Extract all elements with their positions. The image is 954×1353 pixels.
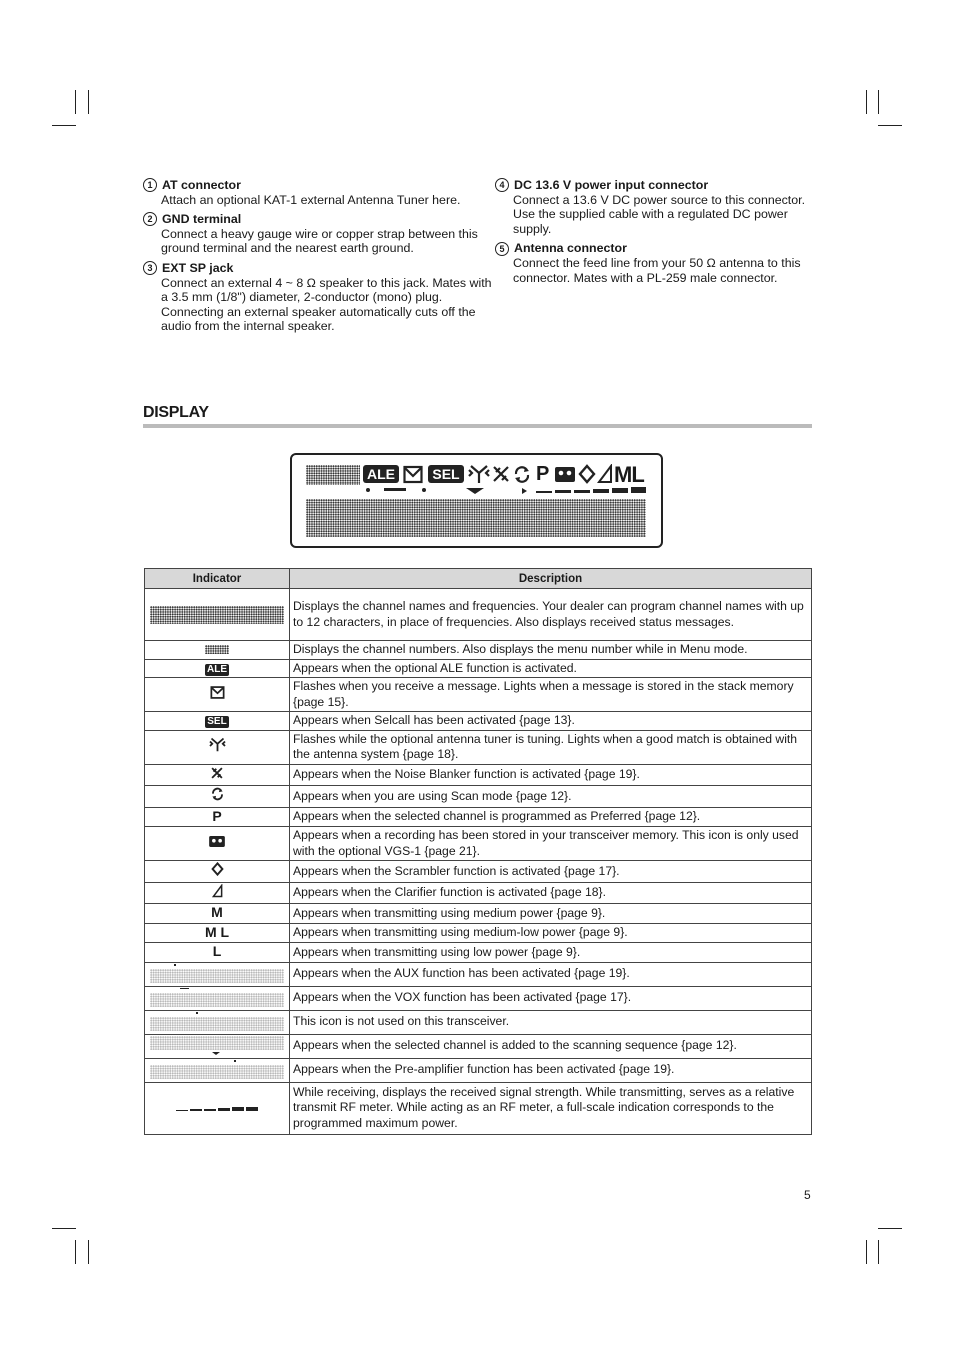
sel-icon: SEL bbox=[207, 716, 227, 727]
table-row bbox=[145, 659, 812, 678]
vox-bar bbox=[384, 488, 406, 491]
display-section-header bbox=[143, 404, 812, 428]
table-row bbox=[145, 962, 812, 986]
circled-number: 1 bbox=[143, 178, 157, 192]
table-row bbox=[145, 678, 812, 712]
row-description: Flashes while the optional antenna tuner is tuning. Lights when a good match is obtained with the antenna system {page 18}. bbox=[290, 730, 812, 764]
table-header-row bbox=[145, 569, 812, 589]
aux-dot-icon bbox=[174, 964, 176, 966]
s-meter-bars bbox=[536, 487, 646, 493]
preferred-indicator: P bbox=[536, 463, 550, 485]
table-row bbox=[145, 861, 812, 883]
page-number: 5 bbox=[804, 1188, 811, 1202]
item-body: Connect the feed line from your 50 Ω antenna to this connector. Mates with a PL-259 male connector. bbox=[513, 255, 801, 285]
vox-bar-icon bbox=[180, 988, 189, 989]
row-description: Appears when the AUX function has been activated {page 19}. bbox=[290, 962, 812, 986]
channel-name-dots bbox=[306, 499, 646, 537]
item-body: Connect a 13.6 V DC power source to this connector. Use the supplied cable with a regulated DC power supply. bbox=[513, 192, 806, 236]
circled-number: 5 bbox=[495, 242, 509, 256]
row-description: Appears when a recording has been stored in your transceiver memory. This icon is only used with the optional VGS-1 {page 21}. bbox=[290, 827, 812, 861]
circled-number: 2 bbox=[143, 212, 157, 226]
unused-dot bbox=[422, 488, 426, 492]
row-description: Appears when the Clarifier function is activated {page 18}. bbox=[290, 882, 812, 904]
preamp-marker-icon bbox=[234, 1060, 236, 1062]
table-row bbox=[145, 1010, 812, 1034]
lcd-reference-dots bbox=[150, 1017, 284, 1031]
ale-indicator: ALE bbox=[363, 465, 399, 483]
circled-number: 4 bbox=[495, 178, 509, 192]
power-ml-icon: M L bbox=[204, 923, 230, 940]
aux-dot bbox=[366, 488, 370, 492]
header-indicator: Indicator bbox=[145, 569, 290, 589]
channel-number-dots-icon bbox=[205, 645, 229, 654]
section-title: DISPLAY bbox=[143, 404, 209, 421]
item-dc-power bbox=[495, 178, 813, 236]
scrambler-icon bbox=[211, 862, 224, 876]
envelope-icon bbox=[210, 686, 225, 699]
noise-blanker-icon bbox=[491, 464, 511, 484]
item-title: AT connector bbox=[162, 178, 241, 192]
cassette-icon bbox=[555, 467, 575, 482]
power-l-icon: L bbox=[212, 943, 222, 959]
item-title: GND terminal bbox=[162, 212, 242, 227]
item-body: Attach an optional KAT-1 external Antenna Tuner here. bbox=[161, 192, 461, 207]
cassette-icon bbox=[209, 836, 225, 847]
row-description: Appears when the Scrambler function is activated {page 17}. bbox=[290, 861, 812, 883]
row-description: Displays the channel numbers. Also displays the menu number while in Menu mode. bbox=[290, 641, 812, 660]
envelope-icon bbox=[403, 465, 423, 484]
item-body: Connect an external 4 ~ 8 Ω speaker to this jack. Mates with a 3.5 mm (1/8") diameter, 2-conductor (mono) plug. Connecting an external speaker automatically cuts off the audio from the internal speaker. bbox=[161, 275, 492, 334]
item-antenna-connector bbox=[495, 241, 813, 285]
table-row bbox=[145, 589, 812, 641]
row-description: This icon is not used on this transceiver. bbox=[290, 1010, 812, 1034]
ale-icon: ALE bbox=[207, 663, 227, 675]
noise-blanker-icon bbox=[210, 766, 224, 780]
table-row bbox=[145, 827, 812, 861]
table-row bbox=[145, 882, 812, 904]
row-description: Appears when the selected channel is added to the scanning sequence {page 12}. bbox=[290, 1034, 812, 1058]
right-column bbox=[495, 178, 813, 339]
indicator-table bbox=[144, 568, 812, 1135]
row-description: Appears when the selected channel is programmed as Preferred {page 12}. bbox=[290, 807, 812, 827]
power-m-icon: M bbox=[211, 904, 223, 920]
row-description: Appears when the optional ALE function is activated. bbox=[290, 659, 812, 678]
clarifier-icon bbox=[597, 464, 613, 484]
item-title: DC 13.6 V power input connector bbox=[514, 178, 709, 192]
table-row bbox=[145, 943, 812, 963]
row-description: Flashes when you receive a message. Lights when a message is stored in the stack memory {page 15}. bbox=[290, 678, 812, 712]
table-row bbox=[145, 764, 812, 786]
lcd-reference-dots bbox=[150, 1065, 284, 1079]
item-ext-sp-jack bbox=[143, 261, 495, 334]
row-description: Displays the channel names and frequencies. Your dealer can program channel names with up to 12 characters, in place of frequencies. Also displays received status messages. bbox=[290, 589, 812, 641]
row-description: Appears when the Pre-amplifier function has been activated {page 19}. bbox=[290, 1058, 812, 1082]
table-row bbox=[145, 1058, 812, 1082]
scan-add-marker bbox=[466, 488, 484, 494]
item-at-connector bbox=[143, 178, 495, 207]
table-row bbox=[145, 786, 812, 808]
antenna-tuner-icon bbox=[209, 737, 226, 752]
row-description: While receiving, displays the received signal strength. While transmitting, serves as a relative transmit RF meter. While acting as an RF meter, a full-scale indication corresponds to the programmed maximum power. bbox=[290, 1082, 812, 1134]
lcd-reference-dots bbox=[150, 969, 284, 983]
table-row bbox=[145, 1082, 812, 1134]
row-description: Appears when transmitting using medium-low power {page 9}. bbox=[290, 923, 812, 943]
item-body: Connect a heavy gauge wire or copper strap between this ground terminal and the nearest earth ground. bbox=[161, 226, 478, 256]
item-gnd-terminal bbox=[143, 212, 495, 256]
lcd-display-illustration bbox=[290, 453, 663, 548]
scan-icon bbox=[512, 465, 532, 484]
preferred-icon: P bbox=[212, 807, 222, 824]
row-description: Appears when Selcall has been activated {page 13}. bbox=[290, 712, 812, 731]
row-description: Appears when transmitting using low power {page 9}. bbox=[290, 943, 812, 963]
row-description: Appears when the VOX function has been activated {page 17}. bbox=[290, 986, 812, 1010]
scan-icon bbox=[210, 787, 225, 801]
preamp-marker bbox=[522, 488, 527, 494]
unused-dot-icon bbox=[196, 1012, 198, 1014]
row-description: Appears when you are using Scan mode {page 12}. bbox=[290, 786, 812, 808]
table-row bbox=[145, 712, 812, 731]
table-row bbox=[145, 923, 812, 943]
table-row bbox=[145, 730, 812, 764]
lcd-reference-dots bbox=[150, 1036, 284, 1050]
table-row bbox=[145, 986, 812, 1010]
table-row bbox=[145, 641, 812, 660]
scan-add-marker-icon bbox=[212, 1052, 220, 1055]
header-description: Description bbox=[290, 569, 812, 589]
clarifier-icon bbox=[212, 884, 223, 898]
channel-name-dots-icon bbox=[150, 606, 284, 624]
row-description: Appears when transmitting using medium power {page 9}. bbox=[290, 904, 812, 924]
table-row bbox=[145, 904, 812, 924]
sel-indicator: SEL bbox=[428, 465, 464, 483]
power-ml-indicator: ML bbox=[614, 462, 644, 487]
scrambler-icon bbox=[578, 464, 596, 484]
row-description: Appears when the Noise Blanker function is activated {page 19}. bbox=[290, 764, 812, 786]
item-title: Antenna connector bbox=[514, 241, 627, 256]
channel-number-dots bbox=[306, 465, 360, 485]
left-column bbox=[143, 178, 495, 339]
s-meter-icon bbox=[176, 1106, 258, 1111]
circled-number: 3 bbox=[143, 261, 157, 275]
item-title: EXT SP jack bbox=[162, 260, 234, 275]
lcd-reference-dots bbox=[150, 993, 284, 1007]
connector-descriptions bbox=[143, 178, 813, 339]
antenna-tuner-icon bbox=[468, 464, 490, 484]
table-row bbox=[145, 807, 812, 827]
table-row bbox=[145, 1034, 812, 1058]
section-rule bbox=[143, 424, 812, 428]
